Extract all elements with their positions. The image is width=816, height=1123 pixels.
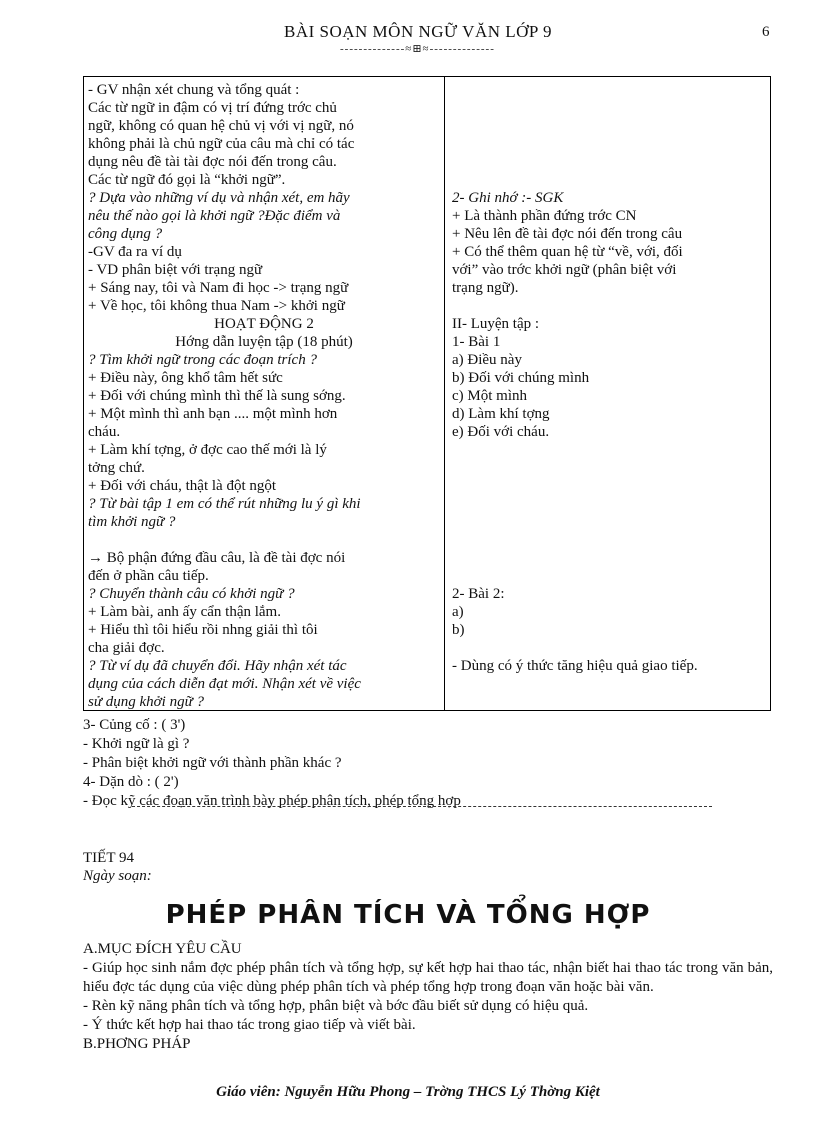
teacher-activity-column xyxy=(88,81,440,711)
table-right-line: b) Đối với chúng mình xyxy=(452,370,590,386)
table-left-line: dụng của cách diễn đạt mới. Nhận xét về việc xyxy=(88,676,361,692)
table-left-line: + Đối với cháu, thật là đột ngột xyxy=(88,478,277,494)
table-left-line: tởng chứ. xyxy=(88,460,145,476)
table-left-line: sử dụng khởi ngữ ? xyxy=(88,694,205,710)
page-footer: Giáo viên: Nguyễn Hữu Phong – Trờng THCS Lý Thờng Kiệt xyxy=(216,1084,600,1100)
consolidation-line: 4- Dặn dò : ( 2') xyxy=(83,774,179,790)
table-left-line: cháu. xyxy=(88,424,121,440)
lesson-table xyxy=(83,76,771,711)
table-left-line: + Làm khí tợng, ở đợc cao thế mới là lý xyxy=(88,442,327,458)
table-right-line: e) Đối với cháu. xyxy=(452,424,550,440)
lesson-info xyxy=(83,849,152,885)
table-right-line: + Có thể thêm quan hệ từ “về, với, đối xyxy=(452,244,683,260)
objective-paragraph: - Rèn kỹ năng phân tích và tổng hợp, phân biệt và bớc đầu biết sử dụng có hiệu quả. xyxy=(83,998,589,1014)
table-left-line: ? Từ ví dụ đã chuyển đổi. Hãy nhận xét tác xyxy=(88,658,347,674)
table-left-line xyxy=(88,531,440,549)
page-number: 6 xyxy=(762,24,770,40)
table-right-line: a) xyxy=(452,604,464,620)
table-left-line: + Đối với chúng mình thì thế là sung sớng. xyxy=(88,388,346,404)
table-left-line: + Điều này, ông khổ tâm hết sức xyxy=(88,370,283,386)
table-right-line xyxy=(452,441,766,459)
table-right-line: a) Điều này xyxy=(452,352,522,368)
table-left-line: + Sáng nay, tôi và Nam đi học -> trạng ngữ xyxy=(88,280,349,296)
table-right-line: 2- Ghi nhớ :- SGK xyxy=(452,190,564,206)
table-left-line: - GV nhận xét chung và tổng quát : xyxy=(88,82,300,98)
table-left-line: không phải là chủ ngữ của câu mà chỉ có tác xyxy=(88,136,355,152)
table-right-line xyxy=(452,153,766,171)
table-right-line xyxy=(452,117,766,135)
objective-paragraph: - Ý thức kết hợp hai thao tác trong giao tiếp và viết bài. xyxy=(83,1017,416,1033)
table-right-line xyxy=(452,297,766,315)
table-right-line: 1- Bài 1 xyxy=(452,334,501,350)
objective-paragraph: - Giúp học sinh nắm đợc phép phân tích và tổng hợp, sự kết hợp hai thao tác, nhận biết hai thao tác trong văn bản, hiểu đợc tác dụng của việc dùng phép phân tích và phép tổng hợp trong đoạn văn hoặc bài văn. xyxy=(83,960,773,995)
table-right-line: c) Một mình xyxy=(452,388,527,404)
table-right-line xyxy=(452,495,766,513)
table-right-line xyxy=(452,477,766,495)
table-right-line xyxy=(452,549,766,567)
table-right-line: - Dùng có ý thức tăng hiệu quả giao tiếp. xyxy=(452,658,698,674)
table-left-line: tìm khởi ngữ ? xyxy=(88,514,176,530)
table-right-line xyxy=(452,99,766,117)
table-left-line: Các từ ngữ in đậm có vị trí đứng trớc chủ xyxy=(88,100,337,116)
table-left-line: + Làm bài, anh ấy cẩn thận lắm. xyxy=(88,604,281,620)
table-right-line: với” vào trớc khởi ngữ (phân biệt với xyxy=(452,262,677,278)
table-left-line: -GV đa ra ví dụ xyxy=(88,244,182,260)
table-right-line xyxy=(452,81,766,99)
table-right-line xyxy=(452,531,766,549)
table-left-line: - VD phân biệt với trạng ngữ xyxy=(88,262,263,278)
table-left-line: đến ở phần câu tiếp. xyxy=(88,568,209,584)
table-left-line: + Về học, tôi không thua Nam -> khởi ngữ xyxy=(88,298,345,314)
table-right-line xyxy=(452,513,766,531)
table-left-line: → Bộ phận đứng đầu câu, là đề tài đợc nói xyxy=(88,550,346,566)
table-right-line: trạng ngữ). xyxy=(452,280,519,296)
content-column xyxy=(452,81,766,675)
table-left-line: nêu thế nào gọi là khởi ngữ ?Đặc điểm và xyxy=(88,208,341,224)
table-left-line: ? Tìm khởi ngữ trong các đoạn trích ? xyxy=(88,352,317,368)
table-right-line xyxy=(452,639,766,657)
table-right-line xyxy=(452,135,766,153)
date-label: Ngày soạn: xyxy=(83,868,152,884)
consolidation-section xyxy=(83,716,783,811)
table-right-line xyxy=(452,171,766,189)
table-right-line: + Nêu lên đề tài đợc nói đến trong câu xyxy=(452,226,683,242)
table-right-line xyxy=(452,459,766,477)
lesson-body xyxy=(83,940,773,1054)
table-left-line: Các từ ngữ đó gọi là “khởi ngữ”. xyxy=(88,172,286,188)
table-left-line: + Một mình thì anh bạn .... một mình hơn xyxy=(88,406,338,422)
table-right-line: b) xyxy=(452,622,465,638)
consolidation-line: 3- Củng cố : ( 3') xyxy=(83,717,186,733)
table-left-line: ? Từ bài tập 1 em có thể rút những lu ý gì khi xyxy=(88,496,361,512)
table-left-line: Hớng dẫn luyện tập (18 phút) xyxy=(175,334,353,350)
lesson-title: PHÉP PHÂN TÍCH VÀ TỔNG HỢP xyxy=(165,900,651,930)
table-right-line: d) Làm khí tợng xyxy=(452,406,550,422)
table-left-line: ngữ, không có quan hệ chủ vị với vị ngữ, nó xyxy=(88,118,354,134)
consolidation-line: - Đọc kỹ các đoạn văn trình bày phép phân tích, phép tổng hợp xyxy=(83,793,461,809)
consolidation-line: - Khởi ngữ là gì ? xyxy=(83,736,190,752)
consolidation-line: - Phân biệt khởi ngữ với thành phần khác ? xyxy=(83,755,342,771)
table-right-line: II- Luyện tập : xyxy=(452,316,540,332)
section-a-heading: A.MỤC ĐÍCH YÊU CẦU xyxy=(83,941,242,957)
table-left-line: + Hiểu thì tôi hiểu rồi nhng giải thì tôi xyxy=(88,622,318,638)
table-left-line: HOẠT ĐỘNG 2 xyxy=(214,316,314,332)
section-separator xyxy=(132,806,712,807)
table-left-line: ? Dựa vào những ví dụ và nhận xét, em hãy xyxy=(88,190,350,206)
page-header-title: BÀI SOẠN MÔN NGỮ VĂN LỚP 9 xyxy=(284,22,552,41)
section-b-heading: B.PHƠNG PHÁP xyxy=(83,1036,191,1052)
column-divider xyxy=(444,77,445,710)
table-left-line: ? Chuyển thành câu có khởi ngữ ? xyxy=(88,586,295,602)
table-right-line xyxy=(452,567,766,585)
header-ornament: --------------≈⊞≈-------------- xyxy=(340,43,495,55)
table-right-line: + Là thành phần đứng trớc CN xyxy=(452,208,637,224)
table-left-line: cha giải đợc. xyxy=(88,640,165,656)
table-left-line: công dụng ? xyxy=(88,226,163,242)
table-right-line: 2- Bài 2: xyxy=(452,586,505,602)
table-left-line: dụng nêu đề tài tài đợc nói đến trong câu. xyxy=(88,154,337,170)
lesson-number: TIẾT 94 xyxy=(83,850,134,866)
